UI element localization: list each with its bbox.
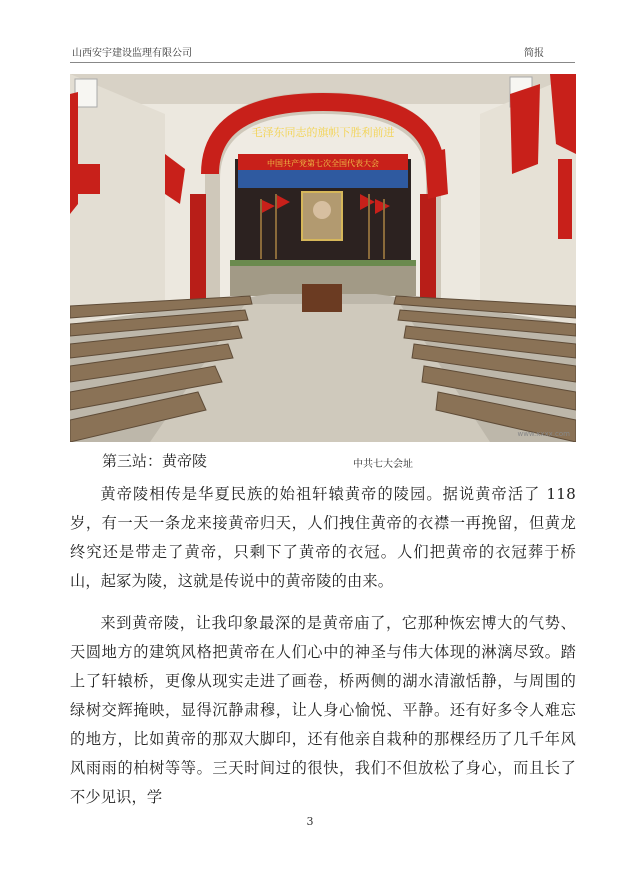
stage-banner-text: 中国共产党第七次全国代表大会 <box>267 159 379 168</box>
paragraph-2: 来到黄帝陵，让我印象最深的是黄帝庙了，它那种恢宏博大的气势、天圆地方的建筑风格把黄帝在人们心中的神圣与伟大体现的淋漓尽致。踏上了轩辕桥，更像从现实走进了画卷，桥两侧的湖水清澈恬静，与周围的绿树交辉掩映，显得沉静肃穆，让人身心愉悦、平静。还有好多令人难忘的地方，比如黄帝的那双大脚印，还有他亲自栽种的那棵经历了几千年风风雨雨的柏树等等。三天时间过的很快，我们不但放松了身心，而且长了不少见识，学 <box>70 614 576 806</box>
photo-watermark: www.xxxx.com <box>517 430 570 438</box>
document-type: 简报 <box>524 48 544 59</box>
page-header <box>72 44 568 58</box>
hall-photo <box>70 74 576 442</box>
page-number: 3 <box>306 815 314 828</box>
hall-photo-drawing <box>70 74 576 442</box>
paragraph-1: 黄帝陵相传是华夏民族的始祖轩辕黄帝的陵园。据说黄帝活了 118 岁，有一天一条龙来接黄帝归天，人们拽住黄帝的衣襟一再挽留，但黄龙终究还是带走了黄帝，只剩下了黄帝的衣冠。人们把黄帝的衣冠葬于桥山，起冢为陵，这就是传说中的黄帝陵的由来。 <box>70 485 576 590</box>
section-title: 第三站：黄帝陵 <box>102 452 208 470</box>
arch-banner-text: 毛泽东同志的旗帜下胜利前进 <box>251 126 395 139</box>
company-name: 山西安宇建设监理有限公司 <box>72 48 192 59</box>
photo-caption: 中共七大会址 <box>353 459 413 470</box>
header-rule <box>70 62 575 63</box>
